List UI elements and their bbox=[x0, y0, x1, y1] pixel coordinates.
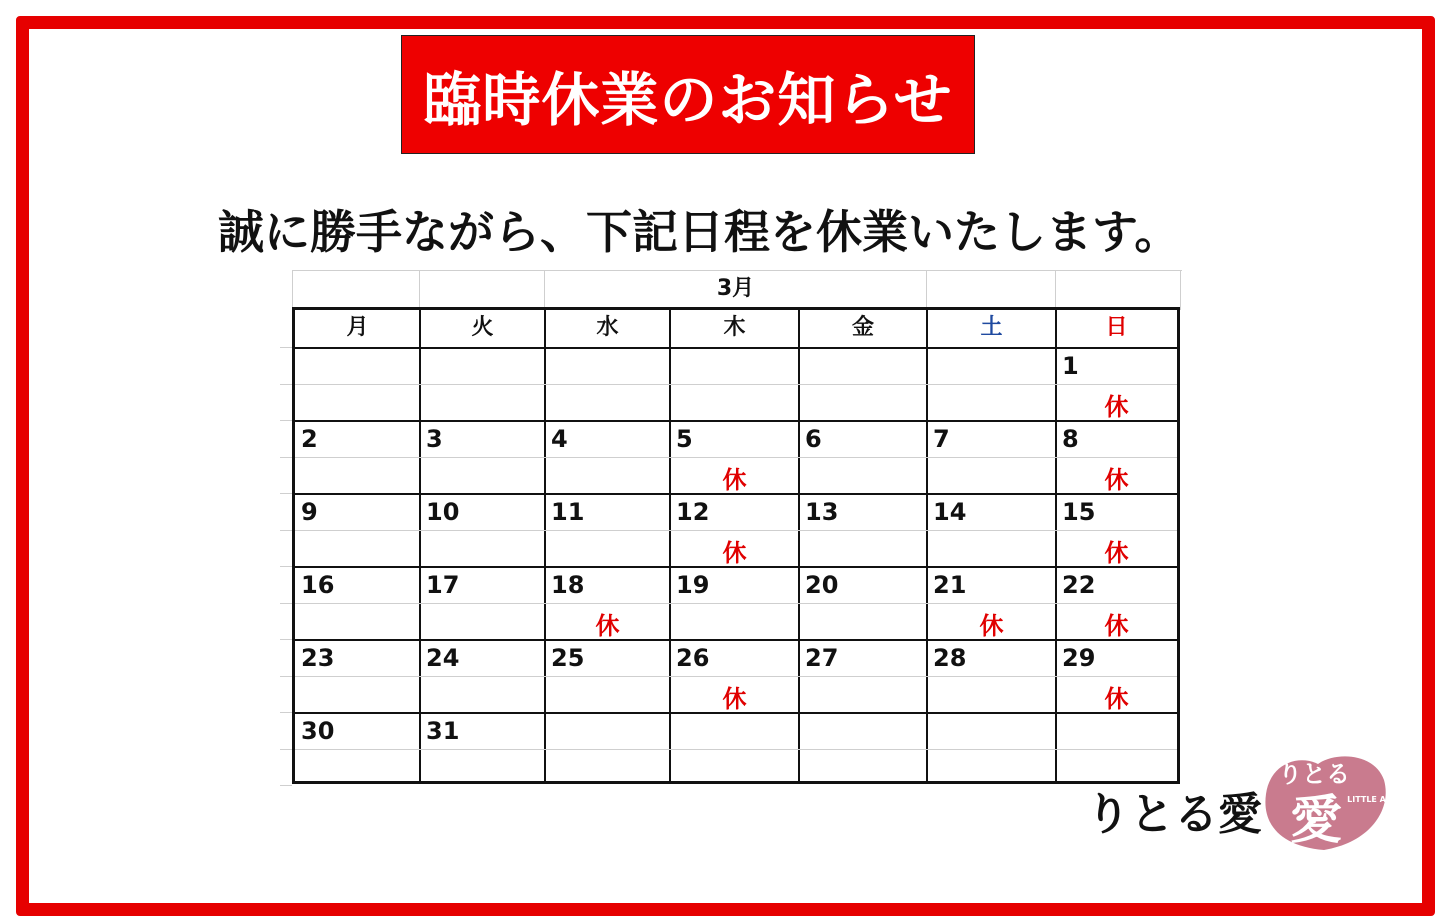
calendar-column-divider bbox=[669, 310, 671, 781]
calendar-day-number: 5 bbox=[676, 425, 693, 453]
calendar-week-divider bbox=[295, 639, 1177, 641]
calendar-day-number: 9 bbox=[301, 498, 318, 526]
calendar-day-number: 3 bbox=[426, 425, 443, 453]
calendar-column-divider bbox=[926, 310, 928, 781]
calendar-day-number: 23 bbox=[301, 644, 335, 672]
calendar-day-number: 14 bbox=[933, 498, 967, 526]
calendar-day-number: 1 bbox=[1062, 352, 1079, 380]
calendar-month: 3月 bbox=[716, 276, 755, 301]
calendar-day-number: 10 bbox=[426, 498, 460, 526]
weekday-header: 金 bbox=[851, 315, 874, 340]
calendar-day-number: 25 bbox=[551, 644, 585, 672]
calendar-column-divider bbox=[544, 310, 546, 781]
brand-logo-icon bbox=[1258, 750, 1390, 856]
calendar-day-number: 19 bbox=[676, 571, 710, 599]
weekday-header: 木 bbox=[723, 315, 746, 340]
calendar-day-number: 28 bbox=[933, 644, 967, 672]
calendar-column-divider bbox=[798, 310, 800, 781]
closed-day-marker: 休 bbox=[722, 466, 747, 494]
calendar-day-number: 29 bbox=[1062, 644, 1096, 672]
sheet-row-tick bbox=[280, 384, 292, 385]
closed-day-marker: 休 bbox=[1104, 393, 1129, 421]
closed-day-marker: 休 bbox=[1104, 539, 1129, 567]
sheet-row-tick bbox=[280, 785, 292, 786]
title-banner bbox=[401, 35, 975, 154]
calendar-day-number: 22 bbox=[1062, 571, 1096, 599]
calendar-day-number: 30 bbox=[301, 717, 335, 745]
weekday-header: 月 bbox=[346, 315, 369, 340]
calendar-day-number: 12 bbox=[676, 498, 710, 526]
weekday-header: 日 bbox=[1105, 315, 1128, 340]
sheet-row-tick bbox=[280, 749, 292, 750]
closed-day-marker: 休 bbox=[1104, 685, 1129, 713]
logo-side-text: LITTLE AI bbox=[1347, 795, 1389, 804]
calendar-day-number: 6 bbox=[805, 425, 822, 453]
notice-message: 誠に勝手ながら、下記日程を休業いたします。 bbox=[218, 205, 1181, 259]
calendar-day-number: 31 bbox=[426, 717, 460, 745]
calendar-header-divider bbox=[295, 347, 1177, 349]
sheet-row-tick bbox=[280, 347, 292, 348]
calendar-day-number: 2 bbox=[301, 425, 318, 453]
closed-day-marker: 休 bbox=[1104, 612, 1129, 640]
sheet-row-tick bbox=[280, 676, 292, 677]
logo-main-glyph: 愛 bbox=[1289, 791, 1343, 851]
sheet-row-tick bbox=[280, 712, 292, 713]
closed-day-marker: 休 bbox=[1104, 466, 1129, 494]
weekday-header: 火 bbox=[471, 315, 494, 340]
weekday-header: 土 bbox=[980, 315, 1003, 340]
sheet-row-tick bbox=[280, 639, 292, 640]
calendar-week-divider bbox=[295, 420, 1177, 422]
calendar-day-number: 26 bbox=[676, 644, 710, 672]
calendar-day-number: 4 bbox=[551, 425, 568, 453]
sheet-row-tick bbox=[280, 530, 292, 531]
sheet-row-tick bbox=[280, 603, 292, 604]
calendar-row-gridline bbox=[295, 384, 1177, 385]
sheet-row-tick bbox=[280, 566, 292, 567]
calendar-day-number: 18 bbox=[551, 571, 585, 599]
calendar-column-divider bbox=[1055, 310, 1057, 781]
calendar-day-number: 24 bbox=[426, 644, 460, 672]
weekday-header: 水 bbox=[596, 315, 619, 340]
calendar-day-number: 7 bbox=[933, 425, 950, 453]
sheet-row-tick bbox=[280, 420, 292, 421]
calendar-day-number: 27 bbox=[805, 644, 839, 672]
calendar-row-gridline bbox=[295, 457, 1177, 458]
calendar-column-divider bbox=[419, 310, 421, 781]
calendar-row-gridline bbox=[295, 749, 1177, 750]
page-title: 臨時休業のお知らせ bbox=[423, 65, 953, 134]
brand-name: りとる愛 bbox=[1086, 789, 1262, 840]
logo-top-text: りとる bbox=[1278, 760, 1350, 788]
calendar-day-number: 21 bbox=[933, 571, 967, 599]
calendar-row-gridline bbox=[295, 603, 1177, 604]
sheet-row-tick bbox=[280, 457, 292, 458]
sheet-row-tick bbox=[280, 493, 292, 494]
calendar-day-number: 17 bbox=[426, 571, 460, 599]
closed-day-marker: 休 bbox=[722, 685, 747, 713]
calendar-row-gridline bbox=[295, 676, 1177, 677]
calendar-day-number: 11 bbox=[551, 498, 585, 526]
calendar-day-number: 15 bbox=[1062, 498, 1096, 526]
closed-day-marker: 休 bbox=[595, 612, 620, 640]
closed-day-marker: 休 bbox=[979, 612, 1004, 640]
calendar-day-number: 16 bbox=[301, 571, 335, 599]
calendar-day-number: 13 bbox=[805, 498, 839, 526]
closed-day-marker: 休 bbox=[722, 539, 747, 567]
calendar-day-number: 20 bbox=[805, 571, 839, 599]
calendar-day-number: 8 bbox=[1062, 425, 1079, 453]
calendar-table bbox=[292, 307, 1180, 784]
calendar-row-gridline bbox=[295, 530, 1177, 531]
